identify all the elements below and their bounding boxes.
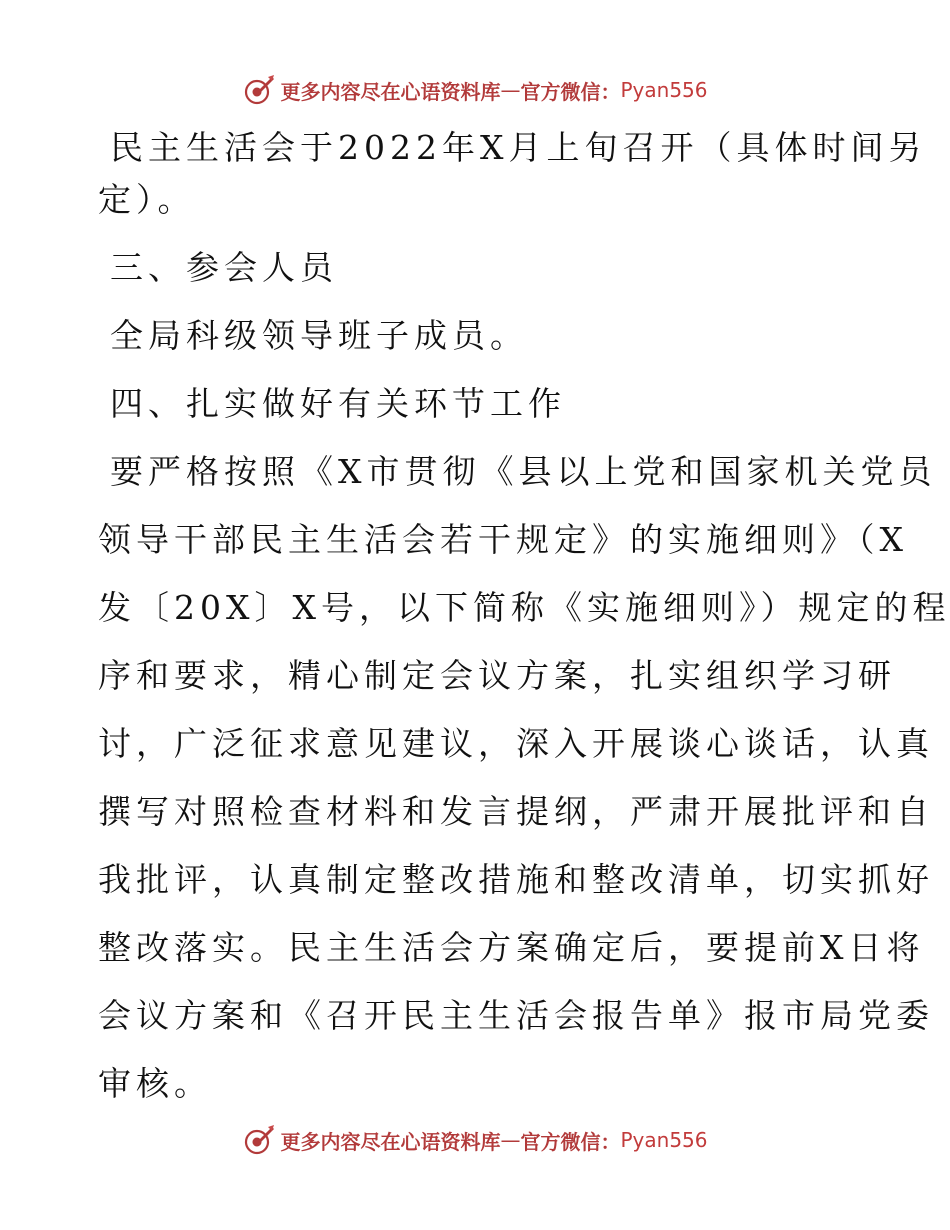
- section-heading-4: 四、扎实做好有关环节工作: [110, 384, 566, 423]
- banner-wechat-id: Pyan556: [620, 1128, 708, 1152]
- quill-pen-logo-icon: [242, 1123, 276, 1157]
- banner-wechat-label: 官方微信：: [520, 79, 621, 104]
- header-banner: [0, 70, 950, 110]
- banner-wechat-label: 官方微信：: [520, 1129, 621, 1154]
- body-line-11: 撰写对照检查材料和发言提纲，严肃开展批评和自: [98, 792, 934, 831]
- body-line-1: 民主生活会于2022年X月上旬召开（具体时间另: [110, 128, 927, 167]
- banner-separator: —: [500, 1128, 521, 1152]
- banner-text: 更多内容尽在心语资料库: [280, 1129, 501, 1154]
- quill-pen-logo-icon: [242, 73, 276, 107]
- document-body: [98, 122, 950, 1110]
- body-line-9: 序和要求，精心制定会议方案，扎实组织学习研: [98, 656, 896, 695]
- body-line-10: 讨，广泛征求意见建议，深入开展谈心谈话，认真: [98, 724, 934, 763]
- body-line-4: 全局科级领导班子成员。: [110, 316, 528, 355]
- body-line-12: 我批评，认真制定整改措施和整改清单，切实抓好: [98, 860, 934, 899]
- banner-text: 更多内容尽在心语资料库: [280, 79, 501, 104]
- body-line-13: 整改落实。民主生活会方案确定后，要提前X日将: [98, 928, 925, 967]
- section-heading-3: 三、参会人员: [110, 248, 338, 287]
- body-line-15: 审核。: [98, 1064, 212, 1103]
- body-line-8: 发〔20X〕X号，以下简称《实施细则》）规定的程: [98, 588, 950, 627]
- body-line-14: 会议方案和《召开民主生活会报告单》报市局党委: [98, 996, 934, 1035]
- banner-separator: —: [500, 78, 521, 102]
- body-line-2: 定）。: [98, 180, 196, 219]
- footer-banner: [0, 1120, 950, 1160]
- body-line-7: 领导干部民主生活会若干规定》的实施细则》（X: [98, 520, 908, 559]
- body-line-6: 要严格按照《X市贯彻《县以上党和国家机关党员: [110, 452, 937, 491]
- banner-wechat-id: Pyan556: [620, 78, 708, 102]
